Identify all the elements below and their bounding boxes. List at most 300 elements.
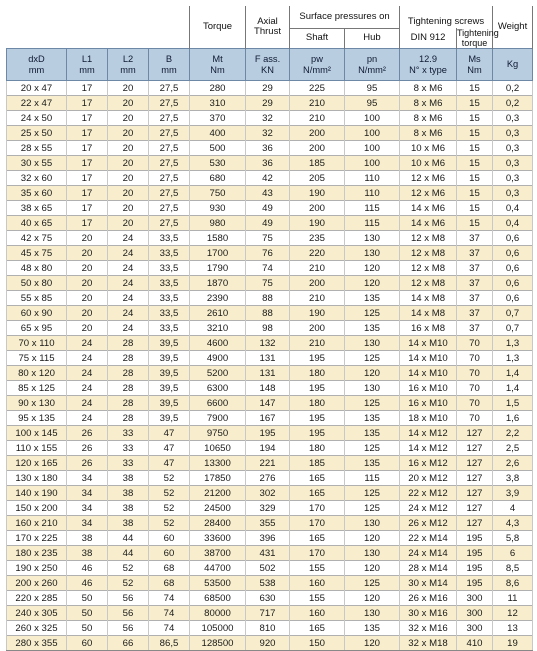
table-cell: 125 xyxy=(345,486,400,501)
table-cell: 68 xyxy=(149,561,190,576)
table-cell: 47 xyxy=(149,441,190,456)
table-cell: 33,5 xyxy=(149,261,190,276)
table-cell: 1,5 xyxy=(493,396,533,411)
table-cell: 44700 xyxy=(190,561,246,576)
table-cell: 60 xyxy=(67,636,108,651)
column-header xyxy=(108,49,149,81)
table-row xyxy=(7,471,533,486)
table-cell: 16 x M8 xyxy=(400,321,457,336)
table-cell: 6600 xyxy=(190,396,246,411)
table-cell: 34 xyxy=(67,486,108,501)
table-cell: 165 xyxy=(290,531,345,546)
table-cell: 120 xyxy=(345,366,400,381)
table-cell: 33,5 xyxy=(149,246,190,261)
table-cell: 20 xyxy=(108,186,149,201)
table-cell: 50 x 80 xyxy=(7,276,67,291)
table-cell: 36 xyxy=(246,156,290,171)
column-header xyxy=(345,49,400,81)
table-cell: 220 x 285 xyxy=(7,591,67,606)
table-cell: 90 x 130 xyxy=(7,396,67,411)
table-cell: 135 xyxy=(345,291,400,306)
table-cell: 120 x 165 xyxy=(7,456,67,471)
table-cell: 127 xyxy=(457,501,493,516)
table-cell: 98 xyxy=(246,321,290,336)
table-cell: 0,3 xyxy=(493,156,533,171)
table-cell: 17 xyxy=(67,96,108,111)
table-cell: 125 xyxy=(345,501,400,516)
table-cell: 400 xyxy=(190,126,246,141)
column-header-unit: N/mm² xyxy=(358,64,386,75)
table-cell: 52 xyxy=(149,516,190,531)
table-cell: 11 xyxy=(493,591,533,606)
table-cell: 2610 xyxy=(190,306,246,321)
table-cell: 12 x M8 xyxy=(400,246,457,261)
table-cell: 42 x 75 xyxy=(7,231,67,246)
table-cell: 24 x M14 xyxy=(400,546,457,561)
table-cell: 4 xyxy=(493,501,533,516)
table-cell: 115 xyxy=(345,216,400,231)
spec-table xyxy=(6,6,533,651)
table-cell: 70 xyxy=(457,336,493,351)
table-cell: 14 x M12 xyxy=(400,426,457,441)
table-cell: 85 x 125 xyxy=(7,381,67,396)
table-cell: 135 xyxy=(345,411,400,426)
table-cell: 0,6 xyxy=(493,231,533,246)
table-cell: 37 xyxy=(457,276,493,291)
table-cell: 70 xyxy=(457,381,493,396)
table-cell: 0,4 xyxy=(493,201,533,216)
table-cell: 32 x 60 xyxy=(7,171,67,186)
table-cell: 12 x M6 xyxy=(400,186,457,201)
table-cell: 0,6 xyxy=(493,246,533,261)
table-cell: 155 xyxy=(290,561,345,576)
table-cell: 14 x M6 xyxy=(400,216,457,231)
table-cell: 148 xyxy=(246,381,290,396)
table-cell: 74 xyxy=(149,606,190,621)
table-cell: 980 xyxy=(190,216,246,231)
table-cell: 105000 xyxy=(190,621,246,636)
table-cell: 37 xyxy=(457,231,493,246)
table-cell: 210 xyxy=(290,111,345,126)
table-cell: 20 x 47 xyxy=(7,81,67,96)
table-cell: 27,5 xyxy=(149,216,190,231)
table-cell: 5,8 xyxy=(493,531,533,546)
table-cell: 120 xyxy=(345,531,400,546)
table-cell: 150 xyxy=(290,636,345,651)
table-cell: 190 xyxy=(290,216,345,231)
table-cell: 32 x M18 xyxy=(400,636,457,651)
table-cell: 100 xyxy=(345,156,400,171)
table-cell: 180 xyxy=(290,441,345,456)
table-cell: 100 xyxy=(345,111,400,126)
table-cell: 52 xyxy=(149,486,190,501)
table-cell: 300 xyxy=(457,621,493,636)
column-header xyxy=(400,49,457,81)
table-cell: 0,2 xyxy=(493,81,533,96)
table-cell: 120 xyxy=(345,591,400,606)
column-header xyxy=(190,49,246,81)
header-tightening-screws: Tightening screws xyxy=(400,6,493,28)
table-cell: 1,3 xyxy=(493,351,533,366)
header-row-1 xyxy=(7,6,533,28)
table-cell: 22 x M14 xyxy=(400,531,457,546)
table-cell: 0,4 xyxy=(493,216,533,231)
table-cell: 0,6 xyxy=(493,261,533,276)
table-cell: 28 xyxy=(108,396,149,411)
table-cell: 12 x M6 xyxy=(400,171,457,186)
table-cell: 120 xyxy=(345,636,400,651)
table-cell: 13300 xyxy=(190,456,246,471)
table-cell: 4,3 xyxy=(493,516,533,531)
table-cell: 310 xyxy=(190,96,246,111)
table-row xyxy=(7,81,533,96)
table-cell: 125 xyxy=(345,441,400,456)
table-row xyxy=(7,96,533,111)
table-cell: 100 x 145 xyxy=(7,426,67,441)
table-cell: 115 xyxy=(345,201,400,216)
column-header-name: Mt xyxy=(212,53,223,64)
table-cell: 17 xyxy=(67,111,108,126)
column-header xyxy=(290,49,345,81)
table-cell: 70 xyxy=(457,396,493,411)
table-cell: 49 xyxy=(246,201,290,216)
table-cell: 680 xyxy=(190,171,246,186)
table-cell: 27,5 xyxy=(149,156,190,171)
table-row xyxy=(7,111,533,126)
table-cell: 18 x M10 xyxy=(400,411,457,426)
table-cell: 302 xyxy=(246,486,290,501)
table-row xyxy=(7,336,533,351)
table-cell: 24 xyxy=(108,306,149,321)
table-row xyxy=(7,201,533,216)
table-cell: 28 x 55 xyxy=(7,141,67,156)
table-cell: 19 xyxy=(493,636,533,651)
table-cell: 14 x M10 xyxy=(400,336,457,351)
table-cell: 16 x M10 xyxy=(400,396,457,411)
table-cell: 36 xyxy=(246,141,290,156)
spec-table-container xyxy=(6,6,532,651)
table-cell: 130 xyxy=(345,336,400,351)
column-header-name: dxD xyxy=(28,53,45,64)
table-cell: 52 xyxy=(149,471,190,486)
table-cell: 29 xyxy=(246,81,290,96)
table-cell: 0,3 xyxy=(493,171,533,186)
table-cell: 15 xyxy=(457,156,493,171)
table-cell: 195 xyxy=(290,411,345,426)
table-cell: 195 xyxy=(457,531,493,546)
table-cell: 24 xyxy=(108,321,149,336)
table-cell: 68 xyxy=(149,576,190,591)
table-cell: 185 xyxy=(290,156,345,171)
table-cell: 195 xyxy=(457,546,493,561)
table-cell: 46 xyxy=(67,576,108,591)
table-cell: 2,5 xyxy=(493,441,533,456)
header-weight: Weight xyxy=(493,6,533,49)
table-cell: 27,5 xyxy=(149,171,190,186)
table-cell: 28 xyxy=(108,336,149,351)
column-header-unit: KN xyxy=(261,64,274,75)
table-cell: 810 xyxy=(246,621,290,636)
header-torque: Torque xyxy=(190,6,246,49)
table-cell: 50 xyxy=(67,621,108,636)
table-cell: 130 xyxy=(345,381,400,396)
table-row xyxy=(7,126,533,141)
table-cell: 180 x 235 xyxy=(7,546,67,561)
table-cell: 10 x M6 xyxy=(400,156,457,171)
table-cell: 120 xyxy=(345,276,400,291)
table-cell: 52 xyxy=(108,576,149,591)
table-cell: 205 xyxy=(290,171,345,186)
table-cell: 210 xyxy=(290,96,345,111)
table-cell: 24 xyxy=(108,261,149,276)
table-cell: 2,2 xyxy=(493,426,533,441)
table-cell: 65 x 95 xyxy=(7,321,67,336)
table-cell: 135 xyxy=(345,321,400,336)
table-cell: 160 xyxy=(290,606,345,621)
table-cell: 15 xyxy=(457,96,493,111)
table-cell: 1870 xyxy=(190,276,246,291)
table-cell: 280 xyxy=(190,81,246,96)
table-cell: 2,6 xyxy=(493,456,533,471)
column-header-unit: mm xyxy=(28,64,45,75)
table-cell: 88 xyxy=(246,291,290,306)
table-cell: 70 xyxy=(457,411,493,426)
table-cell: 8 x M6 xyxy=(400,96,457,111)
table-cell: 131 xyxy=(246,366,290,381)
table-cell: 120 xyxy=(345,261,400,276)
table-row xyxy=(7,246,533,261)
table-cell: 17 xyxy=(67,171,108,186)
table-cell: 195 xyxy=(457,561,493,576)
table-cell: 12 x M8 xyxy=(400,231,457,246)
table-cell: 276 xyxy=(246,471,290,486)
table-cell: 17 xyxy=(67,81,108,96)
table-cell: 34 xyxy=(67,501,108,516)
table-cell: 3,8 xyxy=(493,471,533,486)
table-cell: 38 xyxy=(108,501,149,516)
table-cell: 14 x M12 xyxy=(400,441,457,456)
table-row xyxy=(7,621,533,636)
column-header-unit: N/mm² xyxy=(303,64,331,75)
table-row xyxy=(7,441,533,456)
table-cell: 33,5 xyxy=(149,321,190,336)
table-cell: 135 xyxy=(345,426,400,441)
column-header-name: 12.9 xyxy=(418,53,438,64)
table-cell: 20 xyxy=(67,231,108,246)
table-cell: 20 xyxy=(67,321,108,336)
table-cell: 8 x M6 xyxy=(400,111,457,126)
table-cell: 52 xyxy=(108,561,149,576)
table-cell: 200 xyxy=(290,201,345,216)
table-cell: 155 xyxy=(290,591,345,606)
table-cell: 200 xyxy=(290,141,345,156)
table-cell: 47 xyxy=(149,456,190,471)
table-cell: 45 x 75 xyxy=(7,246,67,261)
table-cell: 14 x M10 xyxy=(400,366,457,381)
table-cell: 8,5 xyxy=(493,561,533,576)
table-cell: 329 xyxy=(246,501,290,516)
table-cell: 20 xyxy=(108,81,149,96)
table-cell: 30 x 55 xyxy=(7,156,67,171)
header-blank xyxy=(7,6,190,28)
table-cell: 28 x M14 xyxy=(400,561,457,576)
table-cell: 28 xyxy=(108,411,149,426)
table-cell: 502 xyxy=(246,561,290,576)
table-cell: 34 xyxy=(67,516,108,531)
table-cell: 10 x M6 xyxy=(400,141,457,156)
column-header-unit: Kg xyxy=(506,59,519,69)
table-cell: 130 xyxy=(345,246,400,261)
table-cell: 195 xyxy=(246,426,290,441)
table-row xyxy=(7,411,533,426)
table-cell: 1580 xyxy=(190,231,246,246)
table-cell: 17850 xyxy=(190,471,246,486)
table-cell: 37 xyxy=(457,246,493,261)
table-cell: 24 xyxy=(108,291,149,306)
table-cell: 130 xyxy=(345,231,400,246)
table-row xyxy=(7,321,533,336)
table-cell: 14 x M8 xyxy=(400,306,457,321)
table-cell: 32 x M16 xyxy=(400,621,457,636)
table-cell: 39,5 xyxy=(149,336,190,351)
table-cell: 50 xyxy=(67,606,108,621)
table-row xyxy=(7,141,533,156)
table-cell: 6 xyxy=(493,546,533,561)
table-cell: 37 xyxy=(457,321,493,336)
table-cell: 16 x M10 xyxy=(400,381,457,396)
table-cell: 24 xyxy=(67,381,108,396)
table-cell: 13 xyxy=(493,621,533,636)
table-cell: 396 xyxy=(246,531,290,546)
table-cell: 1790 xyxy=(190,261,246,276)
table-cell: 1,4 xyxy=(493,381,533,396)
table-cell: 24 xyxy=(108,276,149,291)
table-cell: 200 xyxy=(290,276,345,291)
table-row xyxy=(7,426,533,441)
table-cell: 17 xyxy=(67,141,108,156)
table-cell: 76 xyxy=(246,246,290,261)
table-cell: 26 xyxy=(67,456,108,471)
column-header-name: L1 xyxy=(81,53,93,64)
table-cell: 431 xyxy=(246,546,290,561)
table-cell: 220 xyxy=(290,246,345,261)
table-cell: 12 x M8 xyxy=(400,276,457,291)
table-cell: 44 xyxy=(108,546,149,561)
table-cell: 165 xyxy=(290,471,345,486)
table-cell: 4900 xyxy=(190,351,246,366)
table-cell: 74 xyxy=(149,621,190,636)
table-cell: 210 xyxy=(290,336,345,351)
table-cell: 410 xyxy=(457,636,493,651)
table-cell: 39,5 xyxy=(149,366,190,381)
table-row xyxy=(7,516,533,531)
table-cell: 34 xyxy=(67,471,108,486)
table-cell: 100 xyxy=(345,126,400,141)
table-cell: 8 x M6 xyxy=(400,126,457,141)
table-cell: 95 x 135 xyxy=(7,411,67,426)
column-header-unit: mm xyxy=(79,64,95,75)
table-cell: 22 x 47 xyxy=(7,96,67,111)
table-cell: 160 x 210 xyxy=(7,516,67,531)
table-cell: 37 xyxy=(457,306,493,321)
table-row xyxy=(7,381,533,396)
table-row xyxy=(7,351,533,366)
table-cell: 70 xyxy=(457,366,493,381)
table-cell: 750 xyxy=(190,186,246,201)
table-cell: 27,5 xyxy=(149,126,190,141)
table-row xyxy=(7,636,533,651)
column-header-unit: mm xyxy=(120,64,136,75)
table-cell: 32 xyxy=(246,111,290,126)
table-cell: 12 x M8 xyxy=(400,261,457,276)
table-cell: 28 xyxy=(108,366,149,381)
table-cell: 9750 xyxy=(190,426,246,441)
table-cell: 30 x M14 xyxy=(400,576,457,591)
table-cell: 195 xyxy=(290,426,345,441)
table-cell: 74 xyxy=(246,261,290,276)
table-cell: 75 x 115 xyxy=(7,351,67,366)
table-cell: 165 xyxy=(290,621,345,636)
table-cell: 147 xyxy=(246,396,290,411)
table-cell: 43 xyxy=(246,186,290,201)
table-cell: 24 xyxy=(108,246,149,261)
column-header xyxy=(149,49,190,81)
table-cell: 170 xyxy=(290,501,345,516)
header-axial-thrust: Axial Thrust xyxy=(246,6,290,49)
table-row xyxy=(7,186,533,201)
table-cell: 0,7 xyxy=(493,306,533,321)
table-cell: 195 xyxy=(290,381,345,396)
table-cell: 55 x 85 xyxy=(7,291,67,306)
table-row xyxy=(7,306,533,321)
table-row xyxy=(7,561,533,576)
table-cell: 17 xyxy=(67,126,108,141)
table-cell: 17 xyxy=(67,156,108,171)
table-cell: 24 xyxy=(67,411,108,426)
table-cell: 355 xyxy=(246,516,290,531)
table-row xyxy=(7,591,533,606)
table-cell: 37 xyxy=(457,291,493,306)
table-cell: 27,5 xyxy=(149,111,190,126)
header-tightening-torque: Tightening torque xyxy=(457,28,499,48)
table-cell: 26 x M12 xyxy=(400,516,457,531)
table-cell: 115 xyxy=(345,471,400,486)
table-cell: 60 xyxy=(149,531,190,546)
table-cell: 70 x 110 xyxy=(7,336,67,351)
table-cell: 60 xyxy=(149,546,190,561)
table-cell: 210 xyxy=(290,261,345,276)
table-cell: 95 xyxy=(345,96,400,111)
table-cell: 8 x M6 xyxy=(400,81,457,96)
table-cell: 26 xyxy=(67,441,108,456)
table-cell: 128500 xyxy=(190,636,246,651)
table-cell: 130 xyxy=(345,516,400,531)
table-cell: 24 x 50 xyxy=(7,111,67,126)
table-cell: 27,5 xyxy=(149,96,190,111)
table-cell: 125 xyxy=(345,351,400,366)
table-cell: 130 xyxy=(345,546,400,561)
table-cell: 46 xyxy=(67,561,108,576)
table-cell: 52 xyxy=(149,501,190,516)
table-cell: 100 xyxy=(345,141,400,156)
table-cell: 0,3 xyxy=(493,111,533,126)
table-cell: 190 x 250 xyxy=(7,561,67,576)
table-cell: 280 x 355 xyxy=(7,636,67,651)
table-row xyxy=(7,456,533,471)
table-cell: 17 xyxy=(67,216,108,231)
column-header xyxy=(246,49,290,81)
table-cell: 37 xyxy=(457,261,493,276)
